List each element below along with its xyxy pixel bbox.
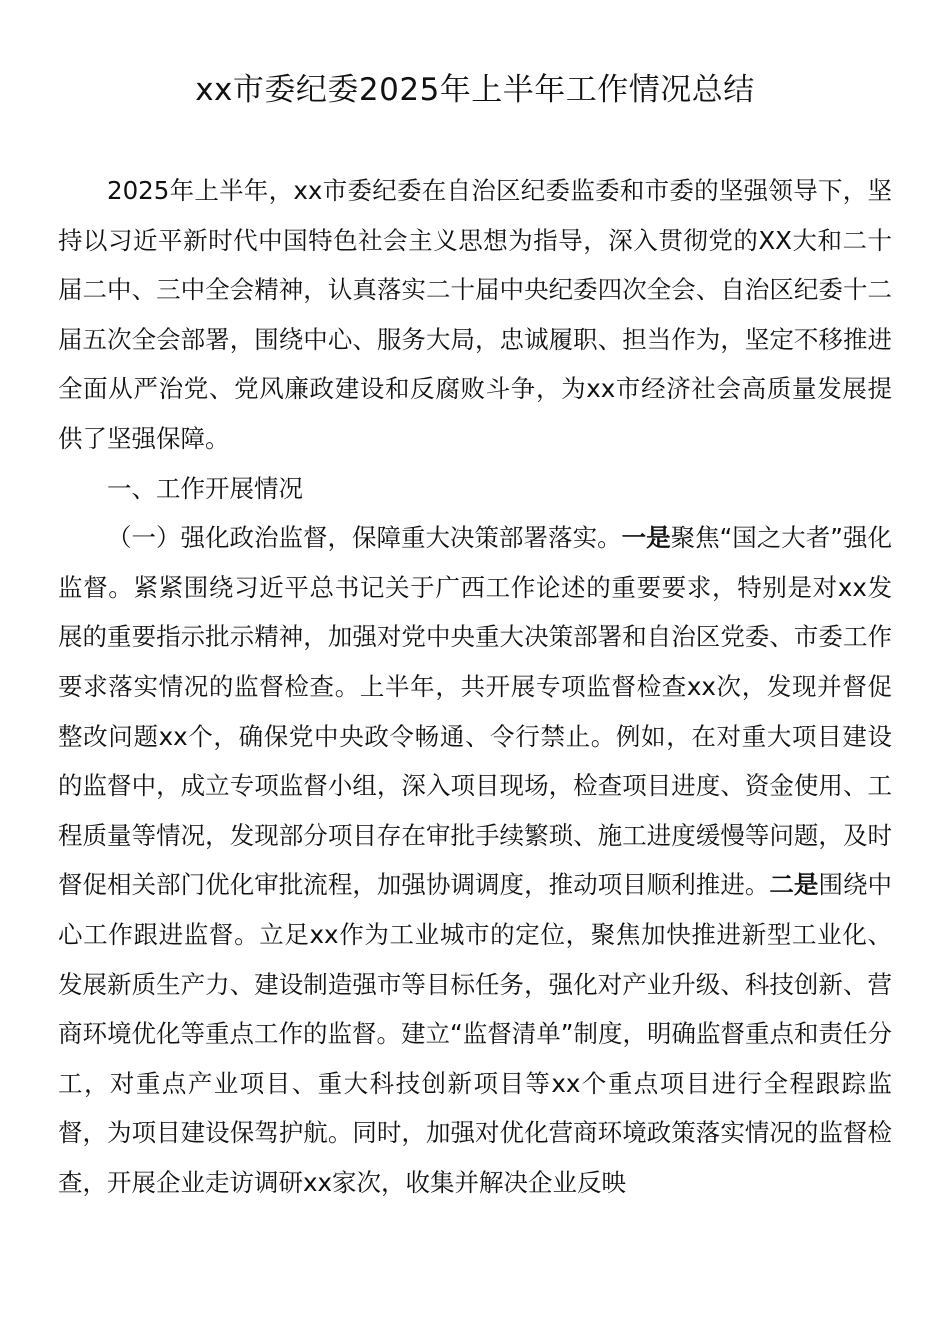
section-heading: 一、工作开展情况 [107, 473, 303, 503]
point-text-2: 围绕中心工作跟进监督。立足xx作为工业城市的定位，聚焦加快推进新型工业化、发展新质生产力、建设制造强市等目标任务，强化对产业升级、科技创新、营商环境优化等重点工作的监督。建立“监督清单”制度，明确监督重点和责任分工，对重点产业项目、重大科技创新项目等xx个重点项目进行全程跟踪监督，为项目建设保驾护航。同时，加强对优化营商环境政策落实情况的监督检查，开展企业走访调研xx家次，收集并解决企业反映 [58, 870, 893, 1197]
document-body [58, 166, 892, 1207]
subsection-paragraph [58, 513, 892, 1207]
intro-paragraph: 2025年上半年，xx市委纪委在自治区纪委监委和市委的坚强领导下，坚持以习近平新时代中国特色社会主义思想为指导，深入贯彻党的XX大和二十届二中、三中全会精神，认真落实二十届中央纪委四次全会、自治区纪委十二届五次全会部署，围绕中心、服务大局，忠诚履职、担当作为，坚定不移推进全面从严治党、党风廉政建设和反腐败斗争，为xx市经济社会高质量发展提供了坚强保障。 [58, 176, 892, 453]
point-text-1: 聚焦“国之大者”强化监督。紧紧围绕习近平总书记关于广西工作论述的重要要求，特别是对xx发展的重要指示批示精神，加强对党中央重大决策部署和自治区党委、市委工作要求落实情况的监督检查。上半年，共开展专项监督检查xx次，发现并督促整改问题xx个，确保党中央政令畅通、令行禁止。例如，在对重大项目建设的监督中，成立专项监督小组，深入项目现场，检查项目进度、资金使用、工程质量等情况，发现部分项目存在审批手续繁琐、施工进度缓慢等问题，及时督促相关部门优化审批流程，加强协调调度，推动项目顺利推进。 [58, 523, 893, 900]
document-title: xx市委纪委2025年上半年工作情况总结 [195, 72, 755, 108]
point-label-1: 一是 [621, 523, 671, 553]
point-label-2: 二是 [769, 870, 819, 900]
subsection-heading: （一）强化政治监督，保障重大决策部署落实。 [107, 523, 622, 553]
